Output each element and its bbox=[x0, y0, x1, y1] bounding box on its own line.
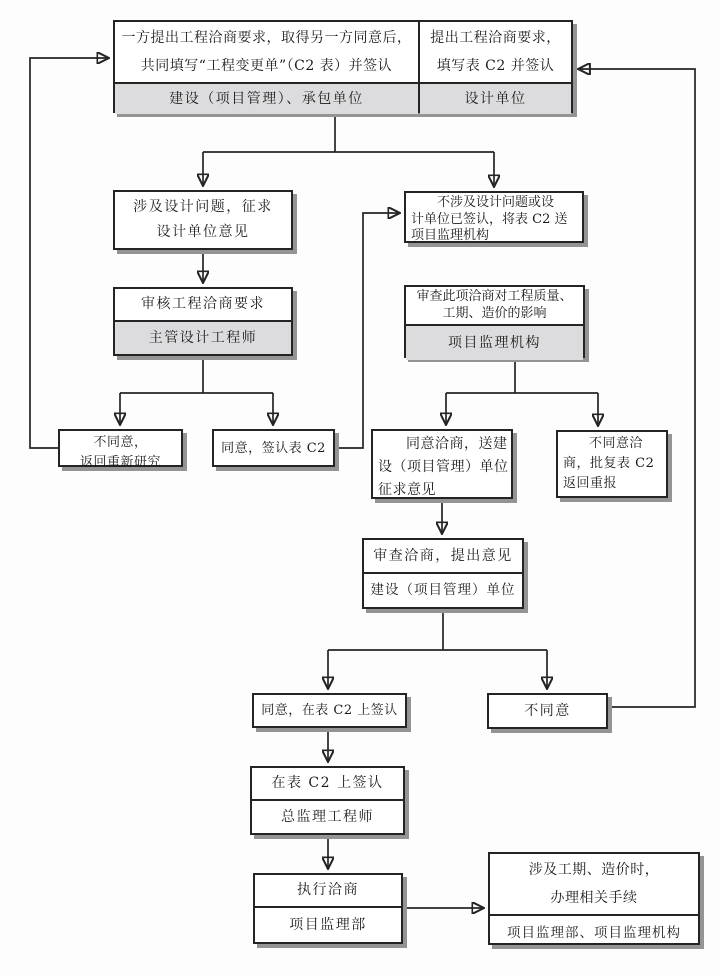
node-disagree-restudy bbox=[58, 429, 183, 470]
node-disagree-reply-line2: 商，批复表 C2 bbox=[563, 456, 655, 471]
node-sign-on-c2-title: 在表 C2 上签认 bbox=[271, 775, 384, 791]
node-start-right-role: 设计单位 bbox=[420, 82, 571, 114]
node-agree-send-line2: 设（项目管理）单位 bbox=[378, 459, 509, 475]
node-execute bbox=[253, 873, 403, 944]
node-not-involve-line1: 不涉及设计问题或设 bbox=[437, 195, 555, 210]
node-procedures-text bbox=[490, 854, 698, 914]
node-review-impact-line1: 审查此项洽商对工程质量、 bbox=[416, 289, 573, 304]
node-start-left-line2: 共同填写“工程变更单”（C2 表）并签认 bbox=[140, 58, 393, 74]
node-agree-send bbox=[371, 429, 513, 499]
node-not-involve-line2: 计单位已签认，将表 C2 送 bbox=[411, 211, 568, 227]
node-start-left-role: 建设（项目管理）、承包单位 bbox=[115, 82, 418, 114]
connector-restudy-start bbox=[30, 58, 109, 448]
node-disagree-restudy-line2: 返回重新研究 bbox=[79, 455, 161, 470]
node-involve-design-line2: 设计单位意见 bbox=[156, 224, 250, 240]
node-agree-send-text bbox=[373, 431, 511, 504]
node-sign-on-c2 bbox=[250, 766, 405, 835]
node-agree-sign-title: 同意，签认表 C2 bbox=[221, 440, 326, 456]
node-start-left-line1: 一方提出工程洽商要求，取得另一方同意后， bbox=[121, 30, 412, 46]
node-execute-title: 执行洽商 bbox=[297, 882, 359, 898]
node-involve-design-text bbox=[115, 192, 291, 248]
node-start-right bbox=[418, 22, 571, 111]
node-procedures-line2: 办理相关手续 bbox=[550, 890, 638, 906]
node-disagree-reply bbox=[556, 430, 668, 498]
node-review-impact-text bbox=[406, 287, 583, 324]
node-agree-sign-on-c2 bbox=[252, 693, 407, 728]
node-start bbox=[113, 20, 573, 113]
node-involve-design-line1: 涉及设计问题，征求 bbox=[133, 199, 273, 215]
node-not-involve-line3: 项目监理机构 bbox=[411, 228, 490, 243]
node-review-request-title: 审核工程洽商要求 bbox=[141, 296, 265, 312]
node-involve-design bbox=[113, 190, 293, 250]
node-disagree-reply-line3: 返回重报 bbox=[563, 476, 618, 491]
node-start-right-line1: 提出工程洽商要求， bbox=[430, 30, 561, 46]
node-disagree-final bbox=[487, 693, 608, 729]
node-procedures bbox=[488, 852, 700, 945]
node-review-opinion-title: 审查洽商，提出意见 bbox=[373, 547, 513, 564]
node-agree-sign-on-c2-title: 同意，在表 C2 上签认 bbox=[261, 703, 398, 718]
node-sign-on-c2-role: 总监理工程师 bbox=[252, 799, 403, 833]
node-procedures-line1: 涉及工期、造价时， bbox=[528, 862, 660, 878]
node-execute-role: 项目监理部 bbox=[255, 906, 401, 942]
node-start-right-text bbox=[420, 22, 571, 82]
node-disagree-restudy-text bbox=[60, 431, 181, 475]
node-review-impact bbox=[404, 285, 585, 358]
node-not-involve-design bbox=[404, 191, 584, 243]
connector-disagree-start bbox=[578, 69, 695, 707]
node-review-request bbox=[113, 287, 293, 356]
node-review-opinion-role: 建设（项目管理）单位 bbox=[364, 572, 522, 607]
node-review-opinion bbox=[362, 538, 524, 609]
node-disagree-reply-line1: 不同意洽 bbox=[589, 436, 644, 451]
node-agree-send-line1: 同意洽商，送建 bbox=[406, 436, 508, 452]
node-procedures-role: 项目监理部、项目监理机构 bbox=[490, 914, 698, 951]
node-not-involve-design-text bbox=[406, 193, 582, 247]
node-review-impact-role: 项目监理机构 bbox=[406, 324, 583, 360]
node-agree-send-line3: 征求意见 bbox=[378, 482, 436, 498]
node-review-request-role: 主管设计工程师 bbox=[115, 320, 291, 354]
connector-agreesign-notinvolve bbox=[335, 213, 400, 448]
node-start-left bbox=[115, 22, 418, 111]
node-start-left-text bbox=[115, 22, 418, 82]
node-review-impact-line2: 工期、造价的影响 bbox=[442, 305, 547, 321]
node-disagree-reply-text bbox=[558, 432, 666, 496]
node-agree-sign bbox=[212, 429, 335, 467]
node-disagree-restudy-line1: 不同意， bbox=[93, 435, 148, 450]
node-disagree-final-title: 不同意 bbox=[524, 702, 571, 719]
node-start-right-line2: 填写表 C2 并签认 bbox=[436, 58, 555, 74]
